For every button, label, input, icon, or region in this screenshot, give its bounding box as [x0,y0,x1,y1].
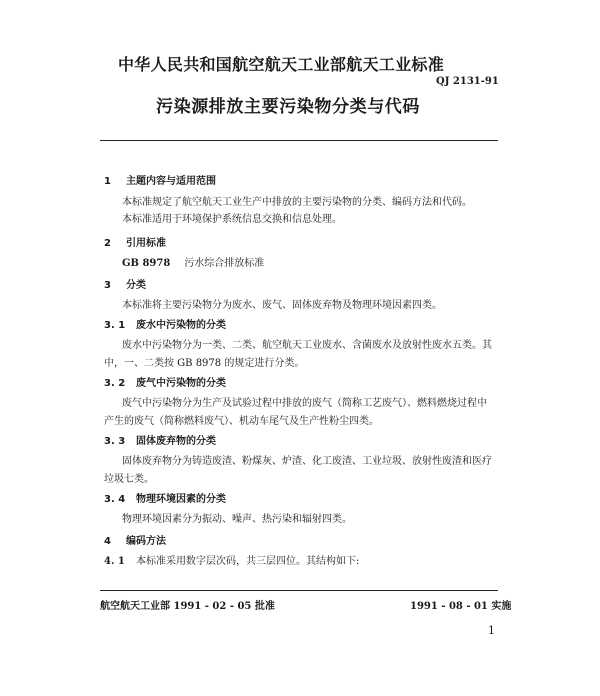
ministry-standard-label: 中华人民共和国航空航天工业部航天工业标准 [118,55,445,74]
section-1-para-1: 本标准规定了航空航天工业生产中排放的主要污染物的分类、编码方法和代码。 [122,197,472,208]
section-number: 3. 4 [104,494,126,505]
document-title: 污染源排放主要污染物分类与代码 [156,97,420,117]
section-3-1-line-1: 废水中污染物分为一类、二类、航空航天工业废水、含菌废水及放射性废水五类。其 [122,340,492,351]
standard-number: QJ 2131-91 [436,76,499,87]
footer-rule [100,590,498,591]
section-title: 废气中污染物的分类 [136,378,226,389]
section-title: 引用标准 [126,238,166,249]
section-1-heading [104,172,216,187]
section-1-para-2: 本标准适用于环境保护系统信息交换和信息处理。 [122,214,342,225]
section-number: 4 [104,536,111,547]
reference-code: GB 8978 [122,258,171,269]
section-title: 废水中污染物的分类 [136,320,226,331]
section-3-3-line-1: 固体废弃物分为铸造废渣、粉煤灰、炉渣、化工废渣、工业垃圾、放射性废渣和医疗 [122,456,492,467]
section-3-2-line-1: 废气中污染物分为生产及试验过程中排放的废气（简称工艺废气）、燃料燃烧过程中 [122,398,487,409]
approval-date: 航空航天工业部 1991 - 02 - 05 批准 [100,601,275,612]
section-3-1-heading [104,316,226,331]
section-3-2-heading [104,374,226,389]
section-number: 2 [104,238,111,249]
section-3-heading [104,276,146,291]
section-3-3-heading [104,432,216,447]
section-3-4-heading [104,490,226,505]
section-3-2-line-2: 产生的废气（简称燃料废气）、机动车尾气及生产性粉尘四类。 [104,416,379,427]
section-title: 分类 [126,280,146,291]
section-number: 3. 2 [104,378,126,389]
reference-standard [122,254,264,269]
section-number: 3 [104,280,111,291]
section-3-4-line-1: 物理环境因素分为振动、噪声、热污染和辐射四类。 [122,514,352,525]
section-2-heading [104,234,166,249]
section-3-intro: 本标准将主要污染物分为废水、废气、固体废弃物及物理环境因素四类。 [122,300,442,311]
section-4-heading [104,532,166,547]
section-title: 物理环境因素的分类 [136,494,226,505]
section-number: 1 [104,176,111,187]
section-title: 固体废弃物的分类 [136,436,216,447]
header-rule [100,140,498,141]
section-4-1 [104,552,359,567]
implementation-date: 1991 - 08 - 01 实施 [410,601,512,612]
page-number: 1 [488,624,495,637]
section-number: 3. 1 [104,320,126,331]
section-4-1-text: 本标准采用数字层次码，共三层四位。其结构如下: [136,556,360,567]
section-title: 编码方法 [126,536,166,547]
reference-title: 污水综合排放标准 [184,258,265,269]
section-number: 4. 1 [104,556,125,567]
section-3-1-line-2: 中，一、二类按 GB 8978 的规定进行分类。 [104,358,305,369]
section-3-3-line-2: 垃圾七类。 [104,474,154,485]
section-number: 3. 3 [104,436,126,447]
section-title: 主题内容与适用范围 [126,176,216,187]
